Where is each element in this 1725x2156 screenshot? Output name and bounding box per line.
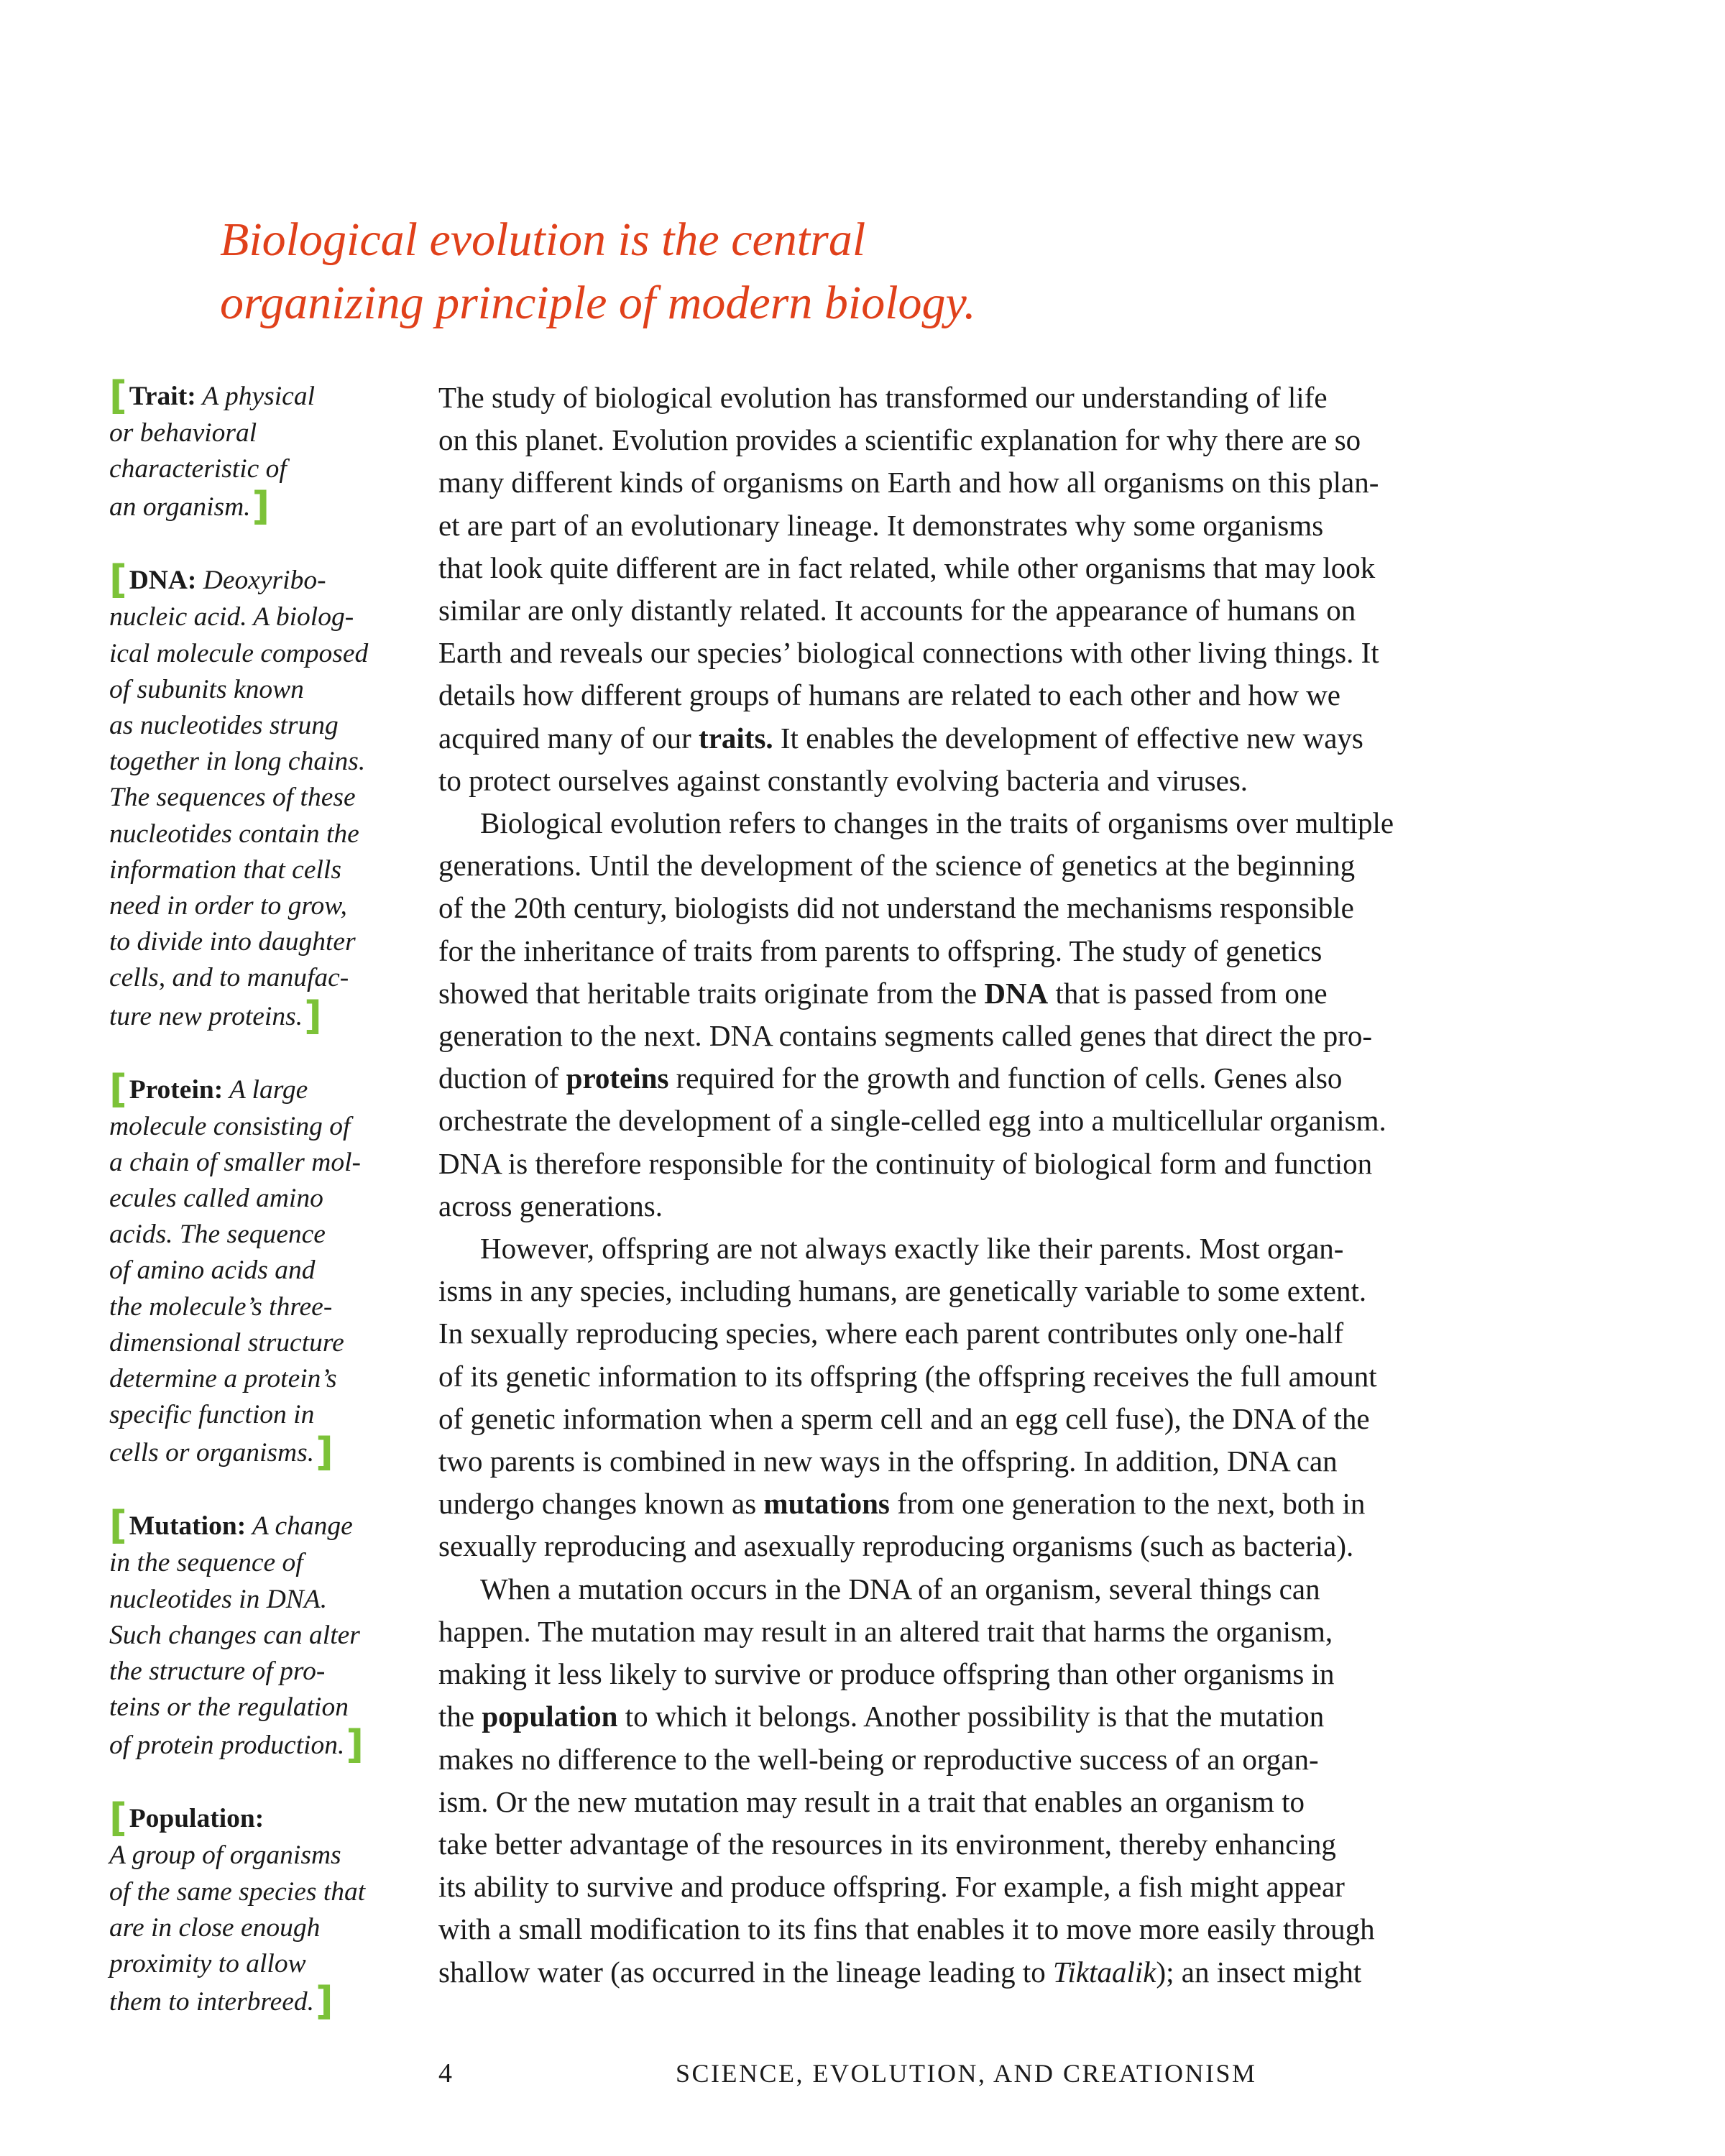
paragraph-4: When a mutation occurs in the DNA of an organism, several things can happen. The mutation may result in an altered trait that harms the organism, making it less likely to survive or produce offspring than other organisms in the population to which it belongs. Another possibility is that the mutation makes no difference to the well-being or reproductive success of an organ- ism. Or the new mutation may result in a trait that enables an organism to take better advantage of the resources in its environment, thereby enhancing its ability to survive and produce offspring. For example, a fish might appear with a small modification to its fins that enables it to move more easily through shallow water (as occurred in the lineage leading to Tiktaalik); an insect might xyxy=(438,1572,1375,1989)
glossary-term: DNA: xyxy=(129,566,197,596)
paragraph-1: The study of biological evolution has transformed our understanding of life on this planet. Evolution provides a scientific explanation for why there are so many different kinds of organisms on Earth and how all organisms on this plan- et are part of an evolutionary lineage. It demonstrates why some organisms that look quite different are in fact related, while other organisms that may look similar are only distantly related. It accounts for the appearance of humans on Earth and reveals our species’ biological connections with other living things. It details how different groups of humans are related to each other and how we acquired many of our traits. It enables the development of effective new ways to protect ourselves against constantly evolving bacteria and viruses. xyxy=(438,381,1379,797)
headline-line-1: Biological evolution is the central xyxy=(220,213,866,266)
paragraph-2: Biological evolution refers to changes in the traits of organisms over multiple generations. Until the development of the science of genetics at the beginning of the 20th century, biologists did not understand the mechanisms responsible for the inheritance of traits from parents to offspring. The study of genetics showed that heritable traits originate from the DNA that is passed from one generation to the next. DNA contains segments called genes that direct the pro- duction of proteins required for the growth and function of cells. Genes also orchestrate the development of a single-celled egg into a multicellular organism. DNA is therefore responsible for the continuity of biological form and function across generations. xyxy=(438,806,1394,1222)
body-text xyxy=(438,377,1560,1994)
glossary-entry-trait: [Trait: A physical or behavioral characteristic of an organism.] xyxy=(109,373,315,530)
glossary-term: Trait: xyxy=(129,382,196,411)
page-headline xyxy=(220,208,1586,335)
open-bracket-icon: [ xyxy=(109,1503,127,1549)
glossary-entry-population: [Population: A group of organisms of the same species that are in close enough proximity to allow them to interbreed.] xyxy=(109,1795,366,2024)
close-bracket-icon: ] xyxy=(346,1722,364,1768)
glossary-term: Mutation: xyxy=(129,1511,247,1542)
close-bracket-icon: ] xyxy=(252,484,270,530)
key-term-population: population xyxy=(482,1700,618,1733)
key-term-proteins: proteins xyxy=(566,1061,669,1095)
glossary-entry-mutation: [Mutation: A change in the sequence of nucleotides in DNA. Such changes can alter the structure of pro- teins or the regulation of protein production.] xyxy=(109,1503,364,1768)
glossary-entry-protein: [Protein: A large molecule consisting of a chain of smaller mol- ecules called amino acids. The sequence of amino acids and the molecule’s three- dimensional structure determine a protein’s specific function in cells or organisms.] xyxy=(109,1066,361,1475)
key-term-dna: DNA xyxy=(984,976,1049,1010)
open-bracket-icon: [ xyxy=(109,557,127,603)
open-bracket-icon: [ xyxy=(109,1795,127,1841)
running-title: SCIENCE, EVOLUTION, AND CREATIONISM xyxy=(676,2059,1257,2088)
close-bracket-icon: ] xyxy=(316,1429,334,1475)
glossary-sidebar xyxy=(109,373,397,2055)
open-bracket-icon: [ xyxy=(109,373,127,418)
glossary-term: Protein: xyxy=(129,1074,224,1105)
page-number: 4 xyxy=(438,2058,452,2088)
close-bracket-icon: ] xyxy=(316,1978,334,2024)
glossary-entry-dna: [DNA: Deoxyribo- nucleic acid. A biolog- ical molecule composed of subunits known as nucleotides strung together in long chains. The sequences of these nucleotides contain the information that cells need in order to grow, to divide into daughter cells, and to manufac- ture new proteins.] xyxy=(109,557,369,1038)
paragraph-3: However, offspring are not always exactly like their parents. Most organ- isms in any species, including humans, are genetically variable to some extent. In sexually reproducing species, where each parent contributes only one-half of its genetic information to its offspring (the offspring receives the full amount of genetic information when a sperm cell and an egg cell fuse), the DNA of the two parents is combined in new ways in the offspring. In addition, DNA can undergo changes known as mutations from one generation to the next, both in sexually reproducing and asexually reproducing organisms (such as bacteria). xyxy=(438,1232,1377,1563)
open-bracket-icon: [ xyxy=(109,1066,127,1112)
key-term-traits: traits. xyxy=(699,721,773,755)
glossary-term: Population: xyxy=(129,1804,264,1834)
headline-line-2: organizing principle of modern biology. xyxy=(220,277,976,329)
taxon-name: Tiktaalik xyxy=(1052,1955,1156,1989)
key-term-mutations: mutations xyxy=(763,1487,890,1521)
close-bracket-icon: ] xyxy=(304,992,322,1038)
